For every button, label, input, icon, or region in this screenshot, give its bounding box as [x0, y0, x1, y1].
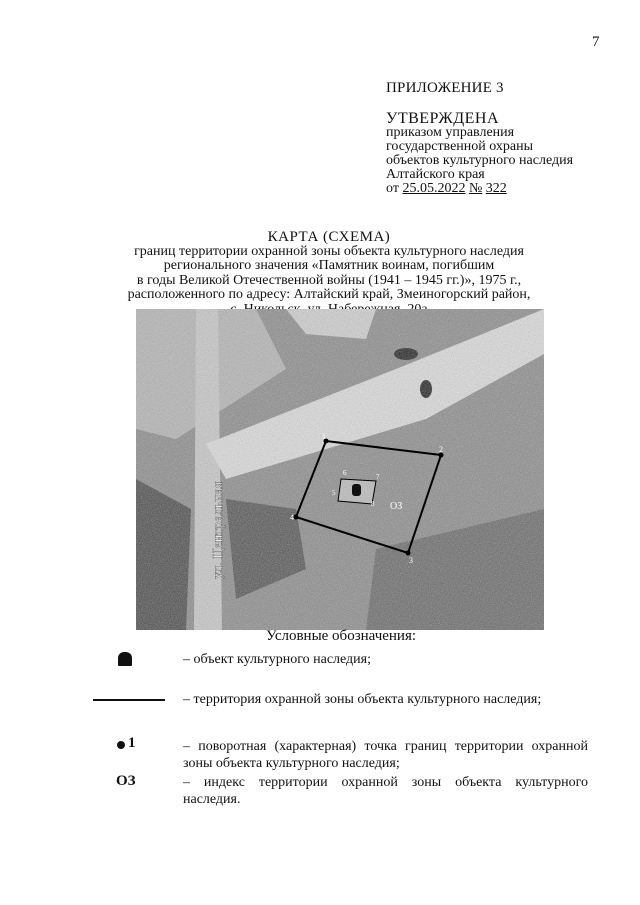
point-label-2: 2: [439, 445, 443, 454]
inner-point-label-7: 7: [376, 473, 380, 481]
map-svg: [136, 309, 544, 630]
approval-date: 25.05.2022: [402, 181, 466, 196]
approval-date-line: [386, 182, 573, 196]
inner-point-label-5: 5: [332, 489, 336, 497]
zone-index-symbol: ОЗ: [116, 773, 136, 789]
zone-line-symbol: [93, 699, 165, 701]
approval-number: 322: [485, 181, 507, 196]
approval-title: УТВЕРЖДЕНА: [386, 110, 500, 127]
inner-point-label-6: 6: [343, 469, 347, 477]
legend-title: Условные обозначения:: [266, 628, 417, 644]
map-title-line-1: границ территории охранной зоны объекта культурного наследия: [134, 243, 524, 259]
map-title: [100, 230, 558, 317]
boundary-point: [294, 515, 299, 520]
number-sign: №: [468, 181, 483, 196]
map-heading: КАРТА (СХЕМА): [267, 229, 391, 245]
page-number: 7: [592, 34, 600, 50]
legend-item-point: – поворотная (характерная) точка границ территории охранной зоны объекта культурного наследия;: [183, 739, 588, 771]
point-label-1: 1: [322, 432, 326, 441]
boundary-point: [406, 551, 411, 556]
point-symbol-number: 1: [128, 735, 136, 751]
approval-line-2: государственной охраны: [386, 139, 534, 154]
appendix-title: ПРИЛОЖЕНИЕ 3: [386, 80, 504, 96]
approval-block: [386, 111, 573, 196]
zone-index-label: ОЗ: [390, 501, 403, 512]
approval-line-1: приказом управления: [386, 125, 515, 140]
date-prefix: от: [386, 181, 399, 196]
legend-item-zone: – территория охранной зоны объекта культурного наследия;: [183, 692, 542, 707]
point-label-4: 4: [290, 513, 294, 522]
approval-line-3: объектов культурного наследия: [386, 153, 574, 168]
inner-point-label-8: 8: [371, 500, 375, 508]
point-label-3: 3: [409, 556, 413, 565]
monument-icon: [352, 484, 361, 496]
street-label: ул. Центральная: [211, 481, 226, 579]
cultural-object-icon: [118, 652, 132, 666]
legend-item-object: – объект культурного наследия;: [183, 652, 371, 667]
aerial-map: [136, 309, 544, 630]
point-dot-icon: [117, 741, 125, 749]
approval-line-4: Алтайского края: [386, 167, 485, 182]
map-title-line-4: расположенного по адресу: Алтайский край, Змеиногорский район,: [127, 287, 531, 302]
legend-item-index: – индекс территории охранной зоны объекта культурного наследия.: [183, 775, 588, 807]
map-title-line-2: регионального значения «Памятник воинам, погибшим: [163, 258, 495, 273]
map-title-line-3: в годы Великой Отечественной войны (1941 – 1945 гг.)», 1975 г.,: [136, 272, 522, 288]
